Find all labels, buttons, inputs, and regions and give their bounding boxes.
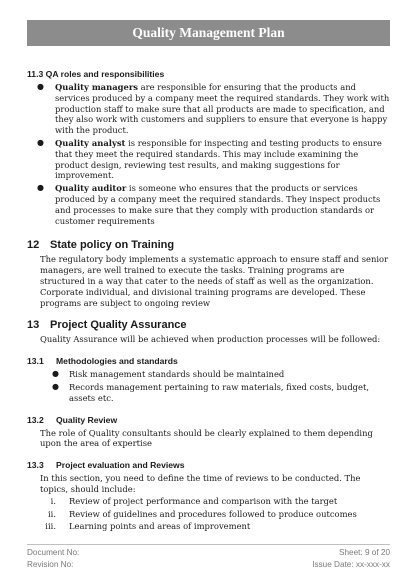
role-description: is someone who ensures that the products or services produced by a company meet the required standards. They inspect products and processes to make sure that they comply with production standards or customer requirements — [55, 183, 381, 226]
section-11-3-heading: 11.3 QA roles and responsibilities — [27, 69, 165, 79]
section-number: 12 — [27, 239, 40, 252]
section-number: 13 — [27, 319, 40, 332]
section-number: 13.3 — [27, 460, 44, 471]
qa-roles-list — [27, 82, 390, 226]
bullet-icon: ● — [52, 369, 59, 379]
review-topics-list — [27, 496, 390, 532]
list-marker: i. — [50, 495, 56, 506]
document-number: Document No: — [27, 548, 80, 557]
role-description: is responsible for inspecting and testing products to ensure that they meet the required standards. This may include examining the product design, reviewing test results, and making suggestions for improvement. — [55, 137, 382, 181]
section-title: Quality Review — [56, 414, 118, 425]
section-title: Project Quality Assurance — [50, 319, 187, 332]
section-12-heading — [27, 239, 390, 251]
list-item: i. Review of project performance and comparison with the target — [27, 496, 390, 507]
list-marker: iii. — [45, 521, 56, 532]
bullet-icon: ● — [37, 183, 44, 193]
section-title: Project evaluation and Reviews — [56, 460, 185, 471]
section-number: 13.2 — [27, 414, 44, 425]
role-term: Quality analyst — [55, 137, 126, 148]
section-13-heading — [27, 319, 390, 331]
role-term: Quality auditor — [55, 183, 127, 194]
list-item: iii. Learning points and areas of improvement — [27, 521, 390, 532]
list-item — [27, 138, 390, 181]
document-title: Quality Management Plan — [132, 25, 285, 40]
list-item — [27, 183, 390, 226]
list-item: ii. Review of guidelines and procedures followed to produce outcomes — [27, 509, 390, 520]
list-item: ● Risk management standards should be maintained — [52, 369, 285, 380]
bullet-icon: ● — [37, 137, 44, 147]
document-body — [27, 69, 390, 532]
role-term: Quality managers — [55, 82, 138, 92]
list-marker: ii. — [47, 508, 56, 519]
revision-number: Revision No: — [27, 560, 74, 569]
issue-date: Issue Date: xx-xxx-xx — [312, 560, 390, 569]
section-13-1-heading — [27, 356, 390, 366]
bullet-icon: ● — [37, 82, 44, 91]
role-description: are responsible for ensuring that the products and services produced by a company meet the required standards. They work with production staff to make sure that all products are made to specification, and they also work with customers and suppliers to ensure that everyone is happy with the product. — [55, 82, 390, 136]
section-13-3-heading — [27, 460, 390, 470]
footer-divider — [27, 544, 390, 545]
section-number: 13.1 — [27, 356, 44, 367]
section-12-body: The regulatory body implements a systematic approach to ensure staff and senior managers, are well trained to execute the tasks. Training programs are structured in a way that cater to the needs of staff as well as the organization. Corporate individual, and divisional training programs are developed. These programs are subject to ongoing review — [40, 254, 389, 308]
section-13-3-body: In this section, you need to define the time of reviews to be conducted. The topics, should include: — [40, 473, 361, 494]
section-13-2-body: The role of Quality consultants should be clearly explained to them depending upon the area of expertise — [40, 427, 373, 449]
methodologies-list — [27, 369, 390, 403]
list-item: ● Records management pertaining to raw materials, fixed costs, budget, assets etc. — [52, 381, 370, 403]
section-title: State policy on Training — [50, 239, 175, 252]
bullet-icon: ● — [52, 381, 59, 391]
section-13-body: Quality Assurance will be achieved when production processes will be followed: — [40, 334, 381, 345]
page-header — [27, 20, 390, 46]
list-item — [27, 82, 390, 136]
sheet-number: Sheet: 9 of 20 — [339, 548, 390, 557]
section-title: Methodologies and standards — [56, 356, 178, 367]
section-13-2-heading — [27, 415, 390, 425]
